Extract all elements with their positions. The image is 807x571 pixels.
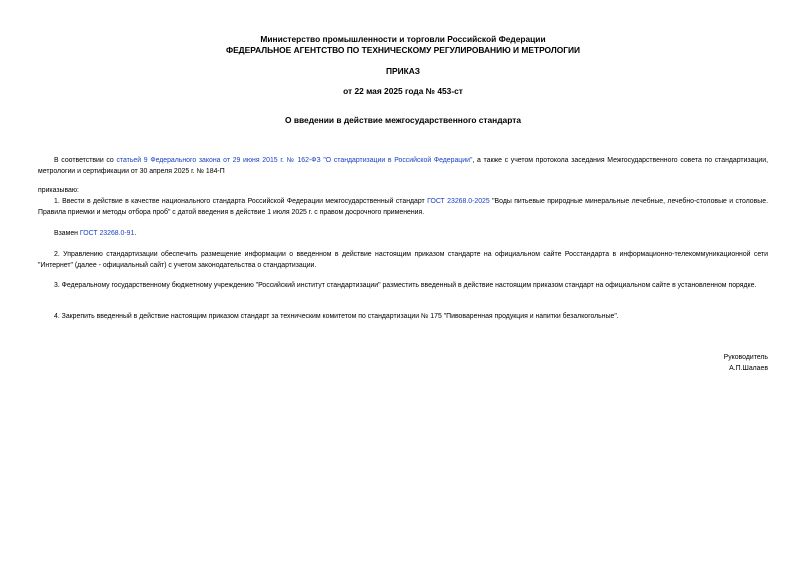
- document-page: [38, 0, 768, 571]
- signatory-role: Руководитель: [723, 354, 768, 361]
- intro-paragraph: [38, 155, 768, 177]
- order-item-1: [38, 196, 768, 218]
- law-link[interactable]: статьей 9 Федерального закона от 29 июня 2015 г. № 162-ФЗ "О стандартизации в Российской Федерации": [116, 157, 473, 164]
- order-item-2: 2. Управлению стандартизации обеспечить размещение информации о введенном в действие настоящим приказом стандарте на официальном сайте Росстандарта в информационно-телекоммуникационной сети "Интернет" (далее - официальный сайт) с учетом законодательства о стандартизации.: [38, 251, 768, 270]
- document-type: ПРИКАЗ: [385, 66, 421, 76]
- intro-suffix: , а также с учетом протокола заседания Межгосударственного совета по стандартизации, метрологии и сертификации от 30 апреля 2025 г. № 184-П: [38, 157, 768, 176]
- gost-91-link[interactable]: ГОСТ 23268.0-91: [79, 230, 135, 237]
- replacement-suffix: .: [134, 230, 137, 237]
- item1-prefix: 1. Ввести в действие в качестве национального стандарта Российской Федерации межгосударственный стандарт: [54, 198, 428, 205]
- item1-suffix: "Воды питьевые природные минеральные лечебные, лечебно-столовые и столовые. Правила приемки и методы отбора проб" с датой введения в действие 1 июля 2025 г. с правом досрочного применения.: [38, 198, 768, 217]
- ministry-name: Министерство промышленности и торговли Российской Федерации: [260, 34, 546, 44]
- order-word: приказываю:: [38, 187, 79, 194]
- order-item-4: 4. Закрепить введенный в действие настоящим приказом стандарт за техническим комитетом по стандартизации № 175 "Пивоваренная продукция и напитки безалкогольные".: [54, 313, 619, 320]
- replacement-prefix: Взамен: [54, 230, 80, 237]
- order-date-number: от 22 мая 2025 года № 453-ст: [343, 86, 463, 96]
- intro-prefix: В соответствии со: [54, 157, 117, 164]
- signatory-name: А.П.Шалаев: [729, 365, 768, 372]
- order-subject: О введении в действие межгосударственного стандарта: [285, 115, 521, 125]
- agency-name: ФЕДЕРАЛЬНОЕ АГЕНТСТВО ПО ТЕХНИЧЕСКОМУ РЕГУЛИРОВАНИЮ И МЕТРОЛОГИИ: [225, 45, 581, 55]
- replacement-note: [38, 228, 768, 239]
- gost-2025-link[interactable]: ГОСТ 23268.0-2025: [427, 198, 490, 205]
- order-item-3: 3. Федеральному государственному бюджетному учреждению "Российский институт стандартизации" разместить введенный в действие настоящим приказом стандарт на официальном сайте в установленном порядке.: [54, 282, 757, 289]
